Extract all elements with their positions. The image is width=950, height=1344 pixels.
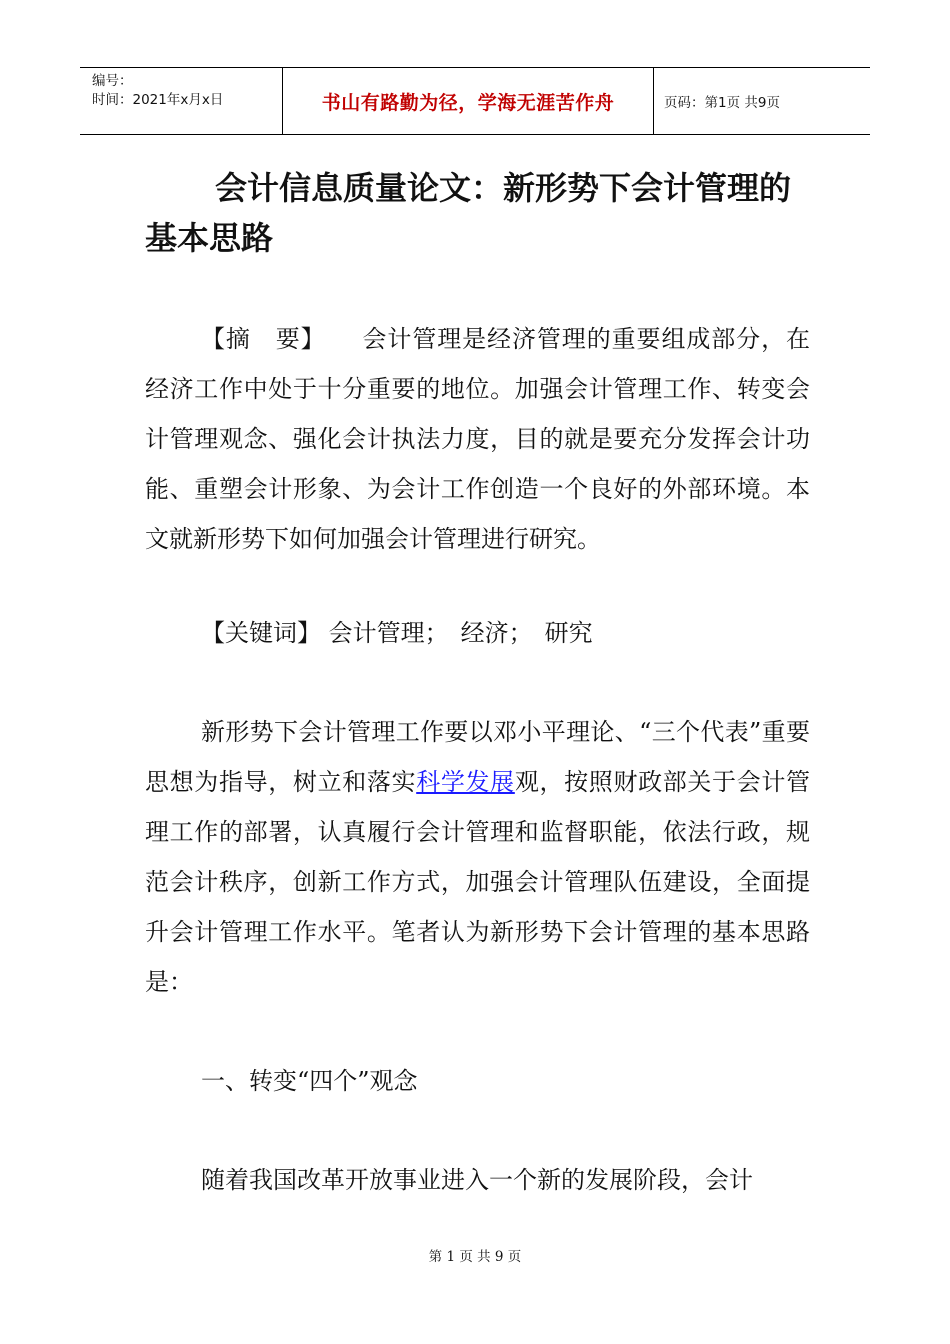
- body-paragraph-2: 随着我国改革开放事业进入一个新的发展阶段，会计: [201, 1166, 753, 1194]
- keyword-item: 会计管理；: [328, 619, 437, 647]
- keyword-item: 研究: [544, 619, 593, 647]
- abstract-text: 会计管理是经济管理的重要组成部分，在经济工作中处于十分重要的地位。加强会计管理工作、转变会计管理观念、强化会计执法力度，目的就是要充分发挥会计功能、重塑会计形象、为会计工作创造一个良好的外部环境。本文就新形势下如何加强会计管理进行研究。: [145, 325, 811, 553]
- abstract-paragraph: [145, 314, 810, 564]
- header-time: 时间：2021年x月x日: [92, 92, 224, 108]
- keywords-label: 【关键词】: [201, 619, 321, 647]
- section-heading-1: 一、转变“四个”观念: [201, 1067, 418, 1095]
- abstract-label: 【摘 要】: [201, 325, 326, 353]
- page-footer: 第 1 页 共 9 页: [428, 1249, 522, 1265]
- header-meta: [80, 68, 282, 134]
- header-motto: 书山有路勤为径，学海无涯苦作舟: [321, 91, 615, 114]
- keywords-paragraph: [145, 608, 810, 658]
- science-development-link[interactable]: 科学发展: [416, 768, 515, 796]
- header-motto-cell: [282, 68, 654, 134]
- header-page-info: 页码：第1页 共9页: [664, 95, 780, 111]
- document-header: [80, 67, 870, 135]
- body-paragraph-1: [145, 707, 810, 1007]
- p1-text-after: 观，按照财政部关于会计管理工作的部署，认真履行会计管理和监督职能，依法行政，规范会计秩序，创新工作方式，加强会计管理队伍建设，全面提升会计管理工作水平。笔者认为新形势下会计管理的基本思路是：: [145, 768, 811, 996]
- keyword-item: 经济；: [460, 619, 521, 647]
- p1-text-before: 新形势下会计管理工作要以邓小平理论、“三个代表”重要思想为指导，树立和落实: [145, 718, 810, 796]
- header-number: 编号：: [92, 73, 133, 89]
- document-title: 会计信息质量论文：新形势下会计管理的基本思路: [145, 169, 792, 257]
